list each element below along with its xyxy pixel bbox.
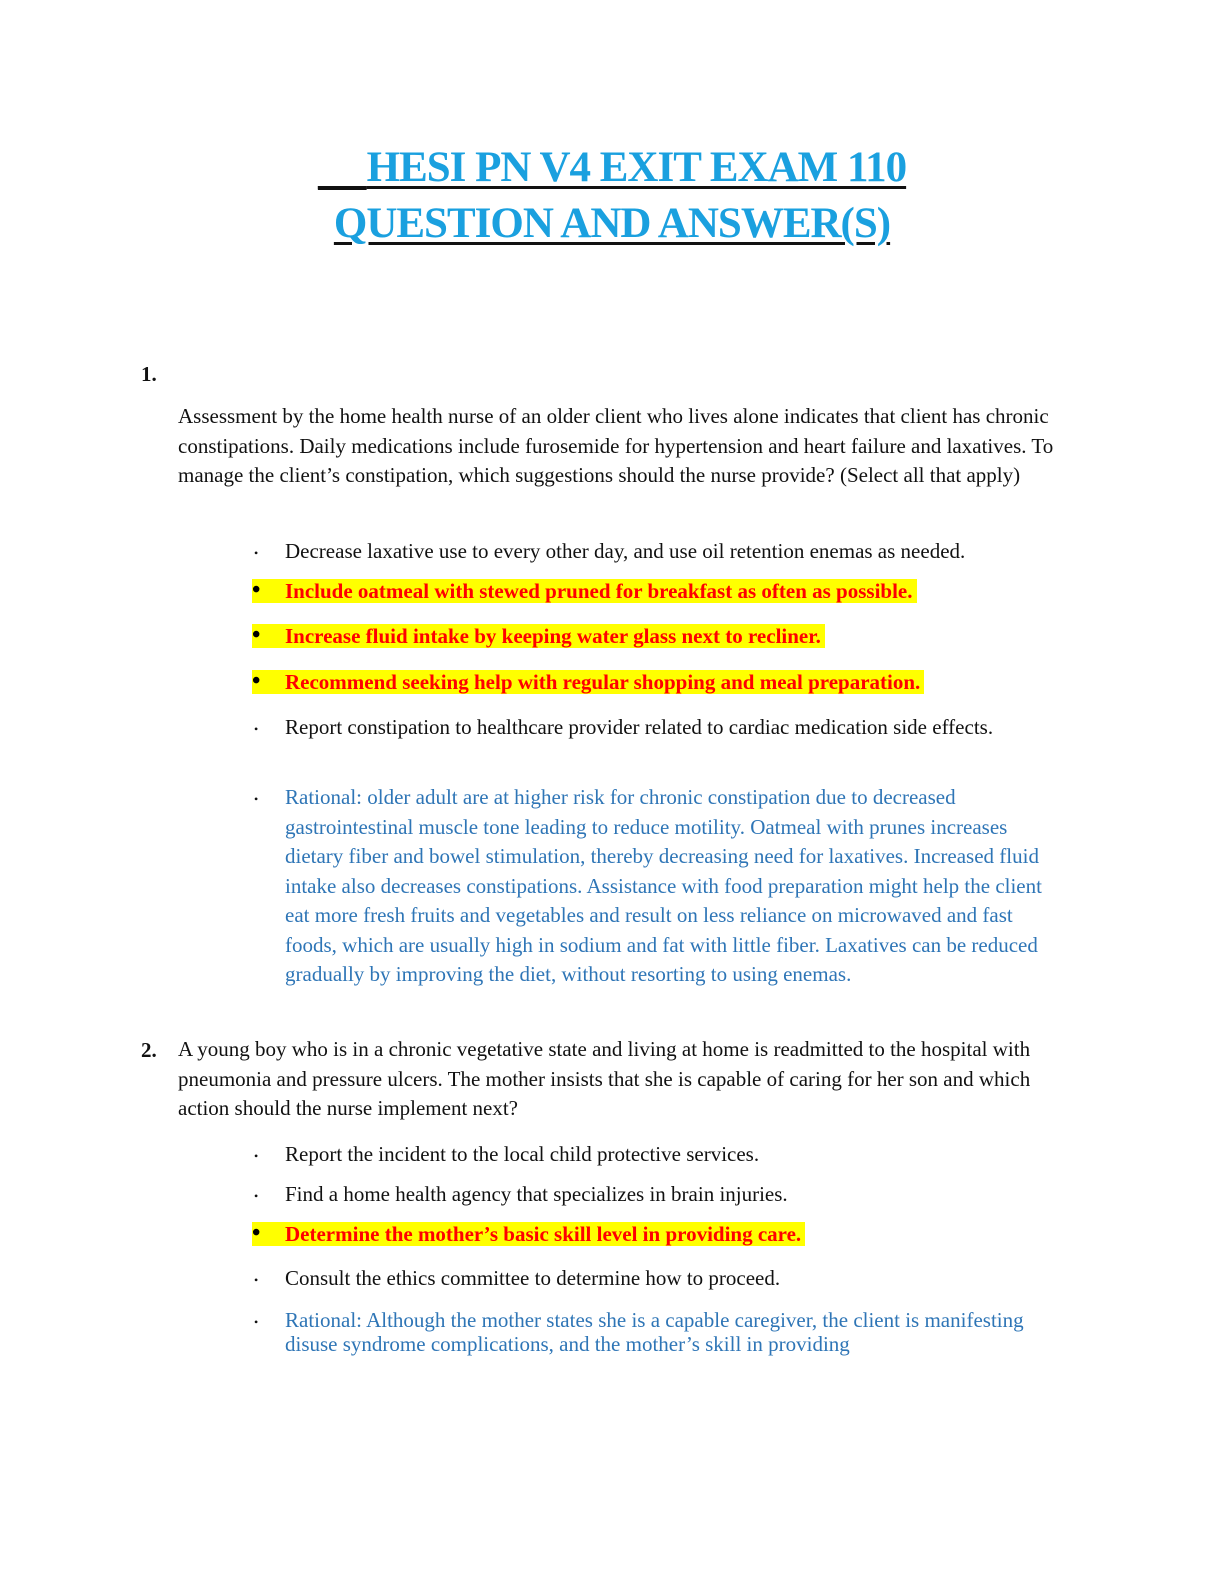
option-text: Consult the ethics committee to determine how to proceed. (285, 1266, 781, 1290)
question-2-number: 2. (141, 1038, 157, 1062)
bullet-icon: • (254, 1315, 259, 1329)
rationale-text: Rational: older adult are at higher risk for chronic constipation due to decreased gastrointestinal muscle tone leading to reduce motility. Oatmeal with prunes increases dietary fiber and bowel stimulation, thereby decreasing need for laxatives. Increased fluid intake also decreases constipations. Assistance with food preparation might help the client eat more fresh fruits and vegetables and result on less reliance on microwaved and fast foods, which are usually high in sodium and fat with little fiber. Laxatives can be reduced gradually by improving the diet, without resorting to using enemas. (285, 785, 1042, 986)
question-2-option-b (252, 1182, 1072, 1206)
title-underline-pad (318, 144, 367, 191)
bullet-icon: • (254, 1273, 259, 1287)
question-2-option-c-correct (252, 1222, 805, 1246)
question-1-number: 1. (141, 362, 157, 386)
option-text: Increase fluid intake by keeping water glass next to recliner. (285, 624, 821, 648)
bullet-icon: • (254, 546, 259, 560)
question-1-option-d-correct (252, 670, 924, 694)
bullet-icon: • (252, 577, 261, 603)
question-2-option-a (252, 1142, 1072, 1166)
question-2-option-d (252, 1266, 1072, 1290)
question-2-rationale (252, 1308, 1052, 1356)
option-text: Decrease laxative use to every other day, and use oil retention enemas as needed. (285, 539, 966, 563)
option-text: Report constipation to healthcare provider related to cardiac medication side effects. (285, 715, 994, 739)
question-1-stem: Assessment by the home health nurse of an older client who lives alone indicates that client has chronic constipations. Daily medications include furosemide for hypertension and heart failure and laxatives. To manage the client’s constipation, which suggestions should the nurse provide? (Select all that apply) (178, 404, 1054, 487)
bullet-icon: • (252, 668, 261, 694)
question-2-stem: A young boy who is in a chronic vegetative state and living at home is readmitted to the hospital with pneumonia and pressure ulcers. The mother insists that she is capable of caring for her son and which action should the nurse implement next? (178, 1037, 1031, 1120)
document-title-line-1 (0, 142, 1224, 194)
bullet-icon: • (254, 1149, 259, 1163)
question-1-option-b-correct (252, 579, 917, 603)
bullet-icon: • (254, 722, 259, 736)
option-text: Find a home health agency that specializes in brain injuries. (285, 1182, 788, 1206)
question-1-option-a (252, 539, 1072, 563)
rationale-text: Rational: Although the mother states she is a capable caregiver, the client is manifesting disuse syndrome complications, and the mother’s skill in providing (285, 1308, 1024, 1356)
bullet-icon: • (252, 1220, 261, 1246)
option-text: Determine the mother’s basic skill level in providing care. (285, 1222, 802, 1246)
document-title-line-2: QUESTION AND ANSWER(S) (333, 200, 891, 247)
question-1-rationale (252, 783, 1052, 990)
bullet-icon: • (254, 792, 259, 806)
bullet-icon: • (254, 1189, 259, 1203)
option-text: Include oatmeal with stewed pruned for breakfast as often as possible. (285, 579, 913, 603)
bullet-icon: • (252, 622, 261, 648)
option-text: Report the incident to the local child protective services. (285, 1142, 760, 1166)
option-text: Recommend seeking help with regular shopping and meal preparation. (285, 670, 921, 694)
document-title-text-1: HESI PN V4 EXIT EXAM 110 (366, 144, 907, 191)
question-1-option-e (252, 715, 1042, 739)
question-1-option-c-correct (252, 624, 825, 648)
